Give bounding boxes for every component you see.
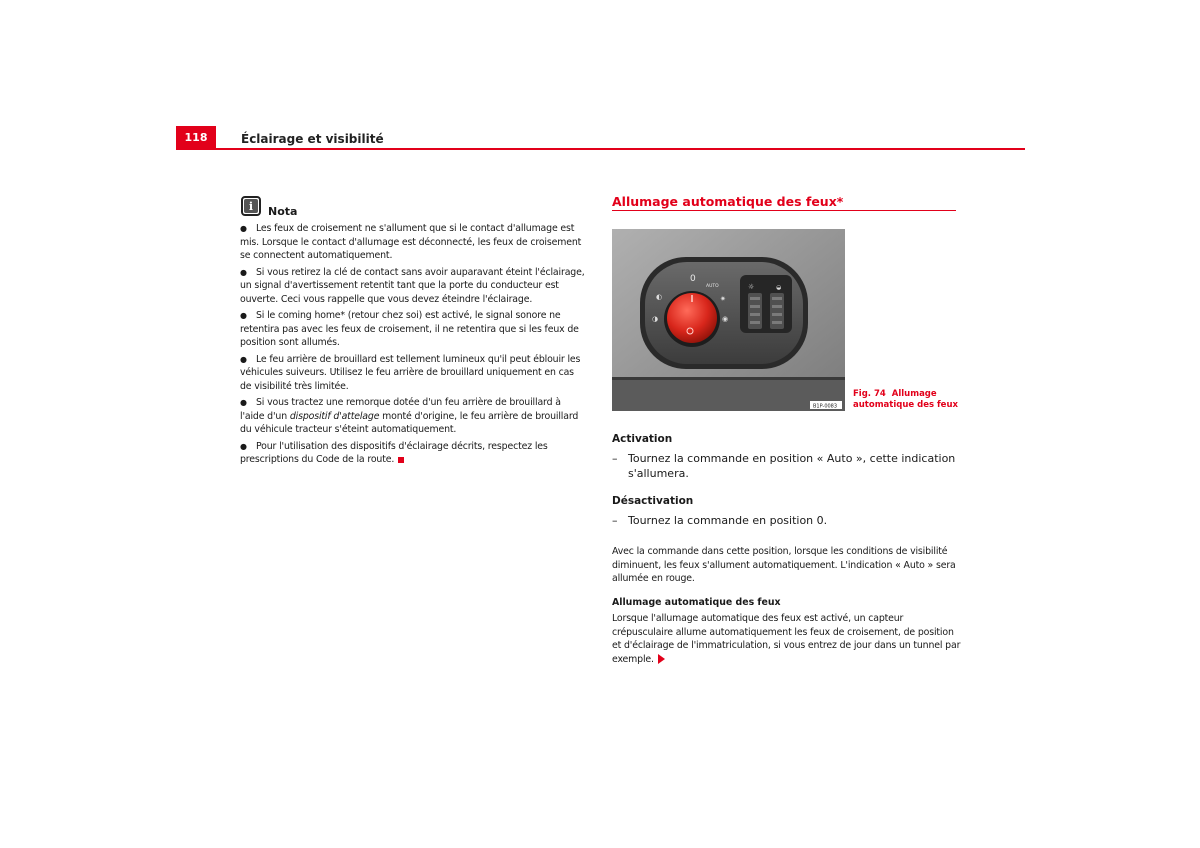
sub-paragraph: Lorsque l'allumage automatique des feux est activé, un capteur crépusculaire allume automatiquement les feux de croisement, de position et d'éclairage de l'immatriculation, si vous entrez de jour dans un tunnel par exemple. bbox=[612, 613, 961, 665]
nota-list bbox=[240, 222, 585, 470]
figure-caption-text: Allumage automatique des feux bbox=[853, 389, 958, 410]
list-item: ● Si le coming home* (retour chez soi) est activé, le signal sonore ne retentira pas avec les feux de croisement, il ne retentira que si les feux de position sont allumés. bbox=[240, 310, 579, 348]
auto-label: AUTO bbox=[706, 284, 719, 289]
description-paragraph: Avec la commande dans cette position, lorsque les conditions de visibilité diminuent, les feux s'allument automatiquement. L'indication « Auto » sera allumée en rouge. bbox=[612, 546, 956, 584]
headlight-range-icon: ◒ bbox=[776, 284, 782, 291]
list-item: ● Le feu arrière de brouillard est tellement lumineux qu'il peut éblouir les véhicules suiveurs. Utilisez le feu arrière de brouillard uniquement en cas de visibilité très limitée. bbox=[240, 353, 581, 392]
nota-title: Nota bbox=[268, 205, 298, 218]
info-icon bbox=[241, 196, 261, 216]
bullet-icon: ● bbox=[240, 311, 247, 320]
bullet-icon: ● bbox=[240, 441, 247, 451]
parking-light-icon: ◉ bbox=[722, 315, 729, 323]
figure-caption bbox=[853, 389, 963, 411]
light-switch-illustration bbox=[612, 229, 845, 411]
zero-label: 0 bbox=[690, 274, 696, 284]
chapter-title: Éclairage et visibilité bbox=[241, 132, 384, 146]
low-beam-icon: ✷ bbox=[720, 295, 726, 303]
list-item: ● Les feux de croisement ne s'allument que si le contact d'allumage est mis. Lorsque le contact d'allumage est déconnecté, les feux de croisement se connectent automatiquement. bbox=[240, 223, 582, 261]
italic-term: dispositif d'attelage bbox=[289, 410, 380, 422]
section-rule bbox=[612, 210, 956, 211]
list-item: ● Si vous retirez la clé de contact sans avoir auparavant éteint l'éclairage, un signal d'avertissement retentit tant que la porte du conducteur est ouverte. Ceci vous rappelle que vous devez éteindre l'éclairage. bbox=[240, 266, 585, 305]
bullet-icon: ● bbox=[240, 267, 247, 277]
list-item: ● Si vous tractez une remorque dotée d'un feu arrière de brouillard à l'aide d'un dispositif d'attelage monté d'origine, le feu arrière de brouillard du véhicule tracteur s'éteint automatiquement. bbox=[240, 397, 579, 435]
section-heading: Allumage automatique des feux* bbox=[612, 194, 844, 209]
dashboard-dimmer-icon: ☼ bbox=[748, 283, 755, 291]
page-number: 118 bbox=[176, 126, 216, 148]
figure-number: Fig. 74 bbox=[853, 389, 886, 399]
bullet-icon: ● bbox=[240, 224, 247, 233]
list-item: ● Pour l'utilisation des dispositifs d'éclairage décrits, respectez les prescriptions du Code de la route. bbox=[240, 440, 548, 465]
light-switch-figure bbox=[612, 229, 845, 411]
rear-fog-icon: ◑ bbox=[652, 315, 659, 323]
bullet-icon: ● bbox=[240, 354, 247, 364]
info-glyph: i bbox=[244, 199, 258, 213]
sub-heading: Allumage automatique des feux bbox=[612, 597, 781, 608]
end-mark-icon bbox=[398, 457, 404, 463]
deactivation-step: – Tournez la commande en position 0. bbox=[612, 514, 828, 527]
deactivation-title: Désactivation bbox=[612, 495, 694, 507]
bullet-icon: ● bbox=[240, 398, 247, 407]
continue-arrow-icon bbox=[658, 654, 665, 664]
activation-title: Activation bbox=[612, 433, 673, 445]
header-rule bbox=[176, 148, 1025, 150]
fog-light-icon: ◐ bbox=[656, 293, 663, 301]
figure-code: B1P-0083 bbox=[813, 403, 838, 410]
dash-icon: – bbox=[612, 514, 618, 527]
dash-icon: – bbox=[612, 452, 618, 465]
activation-step: – Tournez la commande en position « Auto », cette indication s'allumera. bbox=[612, 452, 956, 480]
